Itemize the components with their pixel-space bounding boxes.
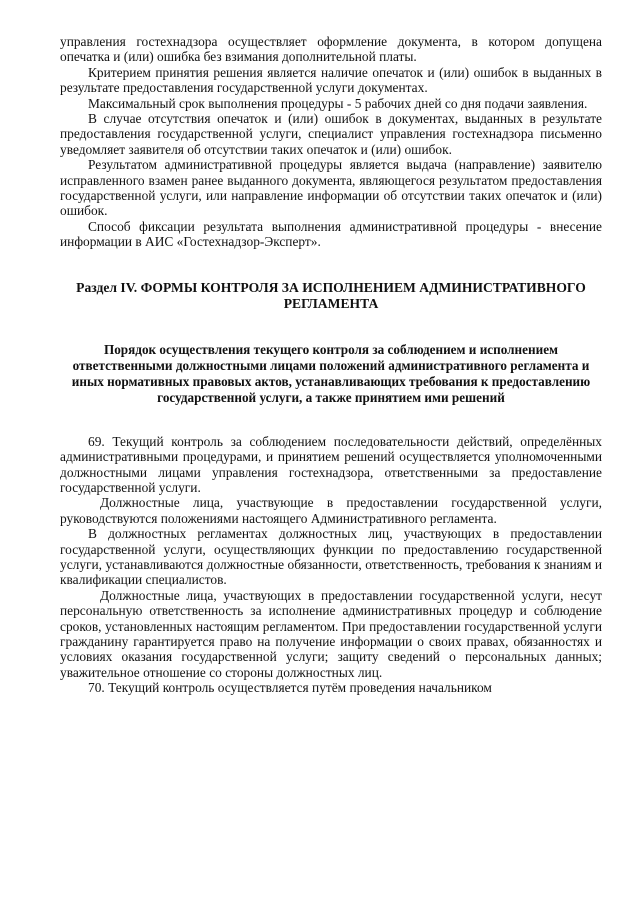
paragraph-no-errors: В случае отсутствия опечаток и (или) ошибок в документах, выданных в результате предоставления государственной услуги, специалист управления гостехнадзора письменно уведомляет заявителя об отсутствии таких опечаток и (или) ошибок. bbox=[60, 111, 602, 157]
paragraph-70: 70. Текущий контроль осуществляется путём проведения начальником bbox=[88, 680, 492, 696]
subsection-title: Порядок осуществления текущего контроля за соблюдением и исполнением ответственными должностными лицами положений административного регламента и иных нормативных правовых актов, устанавливающих требования к предоставлению государственной услуги, а также принятием ими решений bbox=[71, 341, 591, 405]
paragraph-job-regulations: В должностных регламентах должностных лиц, участвующих в предоставлении государственной услуги, осуществляющих функции по предоставлению государственной услуги, устанавливаются должностные обязанности, ответственность, требования к знаниям и квалификации специалистов. bbox=[60, 526, 602, 588]
paragraph-personal-responsibility: Должностные лица, участвующих в предоставлении государственной услуги, несут персональную ответственность за исполнение административных процедур и соблюдение сроков, установленных настоящим регламентом. При предоставлении государственной услуги гражданину гарантируется право на получение информации о своих правах, обязанностях и условиях оказания государственной услуги; защиту сведений о персональных данных; уважительное отношение со стороны должностных лиц. bbox=[60, 587, 602, 680]
paragraph-result: Результатом административной процедуры является выдача (направление) заявителю исправленного взамен ранее выданного документа, являющегося результатом предоставления государственной услуги, или направление информации об отсутствии таких опечаток и (или) ошибок. bbox=[60, 157, 602, 219]
paragraph-continuation: управления гостехнадзора осуществляет оформление документа, в котором допущена опечатка и (или) ошибка без взимания дополнительной платы. bbox=[60, 34, 602, 65]
paragraph-decision-criterion: Критерием принятия решения является наличие опечаток и (или) ошибок в выданных в результате предоставления государственной услуги документах. bbox=[60, 64, 602, 96]
paragraph-fixation: Способ фиксации результата выполнения административной процедуры - внесение информации в АИС «Гостехнадзор-Эксперт». bbox=[60, 218, 602, 250]
section-body bbox=[60, 434, 602, 696]
paragraph-officials-guided: Должностные лица, участвующие в предоставлении государственной услуги, руководствуются положениями настоящего Административного регламента. bbox=[60, 495, 602, 526]
section-title: Раздел IV. ФОРМЫ КОНТРОЛЯ ЗА ИСПОЛНЕНИЕМ АДМИНИСТРАТИВНОГО РЕГЛАМЕНТА bbox=[76, 279, 586, 311]
paragraph-max-term: Максимальный срок выполнения процедуры - 5 рабочих дней со дня подачи заявления. bbox=[88, 95, 588, 111]
paragraph-69: 69. Текущий контроль за соблюдением последовательности действий, определённых административными процедурами, и принятием решений осуществляется уполномоченными должностными лицами управления гостехнадзора, ответственными за предоставление государственной услуги. bbox=[60, 433, 602, 495]
